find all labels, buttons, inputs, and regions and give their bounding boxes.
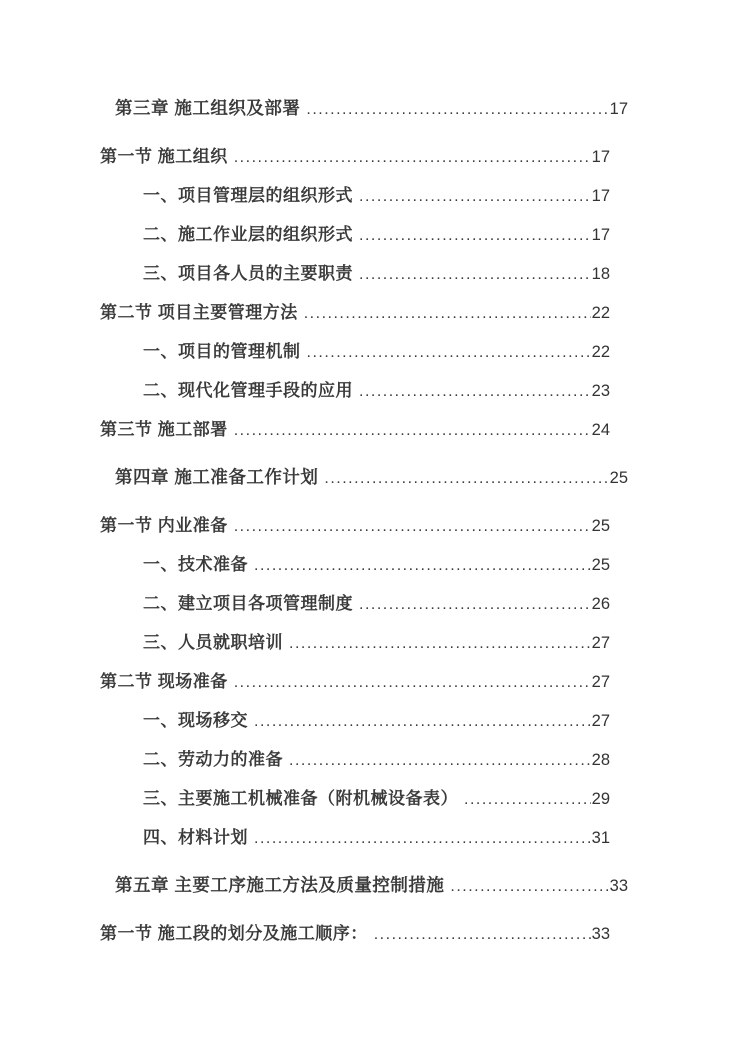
toc-entry-page: 27	[591, 634, 610, 652]
toc-entry-page: 31	[591, 829, 610, 847]
toc-entry-label: 第三节 施工部署	[100, 420, 228, 439]
toc-entry-page: 25	[591, 517, 610, 535]
dot-leader	[234, 506, 591, 546]
toc-entry-page: 28	[591, 751, 610, 769]
toc-entry-label: 一、技术准备	[143, 555, 248, 574]
toc-entry-page: 29	[591, 790, 610, 808]
toc-entry-item[interactable]	[143, 254, 610, 293]
dot-leader	[359, 371, 591, 411]
table-of-contents	[100, 80, 628, 953]
toc-entry-item[interactable]	[143, 584, 610, 623]
toc-entry-label: 一、项目的管理机制	[143, 342, 301, 361]
dot-leader	[324, 458, 608, 498]
dot-leader	[234, 410, 591, 450]
dot-leader	[306, 89, 608, 129]
toc-entry-label: 第二节 现场准备	[100, 672, 228, 691]
toc-entry-item[interactable]	[143, 332, 610, 371]
toc-entry-page: 25	[609, 469, 628, 487]
toc-entry-item[interactable]	[143, 545, 610, 584]
dot-leader	[374, 914, 591, 954]
dot-leader	[359, 254, 591, 294]
dot-leader	[307, 332, 591, 372]
toc-entry-page: 17	[591, 187, 610, 205]
toc-entry-label: 三、项目各人员的主要职责	[143, 264, 353, 283]
toc-entry-item[interactable]	[143, 176, 610, 215]
toc-entry-label: 二、建立项目各项管理制度	[143, 594, 353, 613]
toc-entry-section[interactable]	[100, 506, 610, 545]
dot-leader	[289, 740, 591, 780]
dot-leader	[304, 293, 591, 333]
toc-entry-chapter[interactable]	[115, 89, 628, 128]
toc-entry-item[interactable]	[143, 371, 610, 410]
toc-entry-label: 第二节 项目主要管理方法	[100, 303, 298, 322]
dot-leader	[234, 137, 591, 177]
toc-entry-section[interactable]	[100, 914, 610, 953]
dot-leader	[234, 662, 591, 702]
toc-entry-label: 第五章 主要工序施工方法及质量控制措施	[115, 875, 445, 895]
toc-entry-label: 三、人员就职培训	[143, 633, 283, 652]
dot-leader	[289, 623, 591, 663]
toc-entry-page: 24	[591, 421, 610, 439]
toc-entry-page: 22	[591, 304, 610, 322]
dot-leader	[464, 779, 591, 819]
dot-leader	[359, 215, 591, 255]
toc-entry-label: 第四章 施工准备工作计划	[115, 467, 319, 487]
toc-entry-label: 第一节 内业准备	[100, 516, 228, 535]
toc-entry-section[interactable]	[100, 293, 610, 332]
toc-entry-page: 18	[591, 265, 610, 283]
toc-entry-label: 四、材料计划	[143, 828, 248, 847]
toc-entry-label: 第一节 施工组织	[100, 147, 228, 166]
toc-entry-page: 25	[591, 556, 610, 574]
toc-entry-label: 三、主要施工机械准备（附机械设备表）	[143, 789, 458, 808]
toc-entry-section[interactable]	[100, 662, 610, 701]
toc-entry-label: 第一节 施工段的划分及施工顺序：	[100, 924, 368, 943]
toc-entry-label: 一、项目管理层的组织形式	[143, 186, 353, 205]
toc-entry-item[interactable]	[143, 740, 610, 779]
dot-leader	[359, 584, 591, 624]
toc-entry-item[interactable]	[143, 779, 610, 818]
toc-entry-chapter[interactable]	[115, 866, 628, 905]
toc-entry-page: 22	[591, 343, 610, 361]
dot-leader	[254, 701, 591, 741]
dot-leader	[254, 818, 591, 858]
toc-entry-page: 17	[591, 226, 610, 244]
toc-entry-item[interactable]	[143, 818, 610, 857]
toc-entry-item[interactable]	[143, 215, 610, 254]
toc-entry-item[interactable]	[143, 701, 610, 740]
toc-entry-page: 33	[609, 877, 628, 895]
toc-entry-page: 33	[591, 925, 610, 943]
toc-entry-label: 第三章 施工组织及部署	[115, 98, 301, 118]
dot-leader	[254, 545, 591, 585]
dot-leader	[450, 866, 608, 906]
toc-entry-chapter[interactable]	[115, 458, 628, 497]
toc-entry-label: 二、施工作业层的组织形式	[143, 225, 353, 244]
toc-entry-page: 27	[591, 673, 610, 691]
toc-entry-page: 17	[609, 100, 628, 118]
toc-entry-item[interactable]	[143, 623, 610, 662]
toc-entry-page: 26	[591, 595, 610, 613]
dot-leader	[359, 176, 591, 216]
toc-entry-label: 一、现场移交	[143, 711, 248, 730]
toc-entry-page: 27	[591, 712, 610, 730]
toc-entry-section[interactable]	[100, 137, 610, 176]
toc-entry-page: 17	[591, 148, 610, 166]
toc-entry-section[interactable]	[100, 410, 610, 449]
toc-entry-label: 二、劳动力的准备	[143, 750, 283, 769]
toc-entry-page: 23	[591, 382, 610, 400]
toc-entry-label: 二、现代化管理手段的应用	[143, 381, 353, 400]
